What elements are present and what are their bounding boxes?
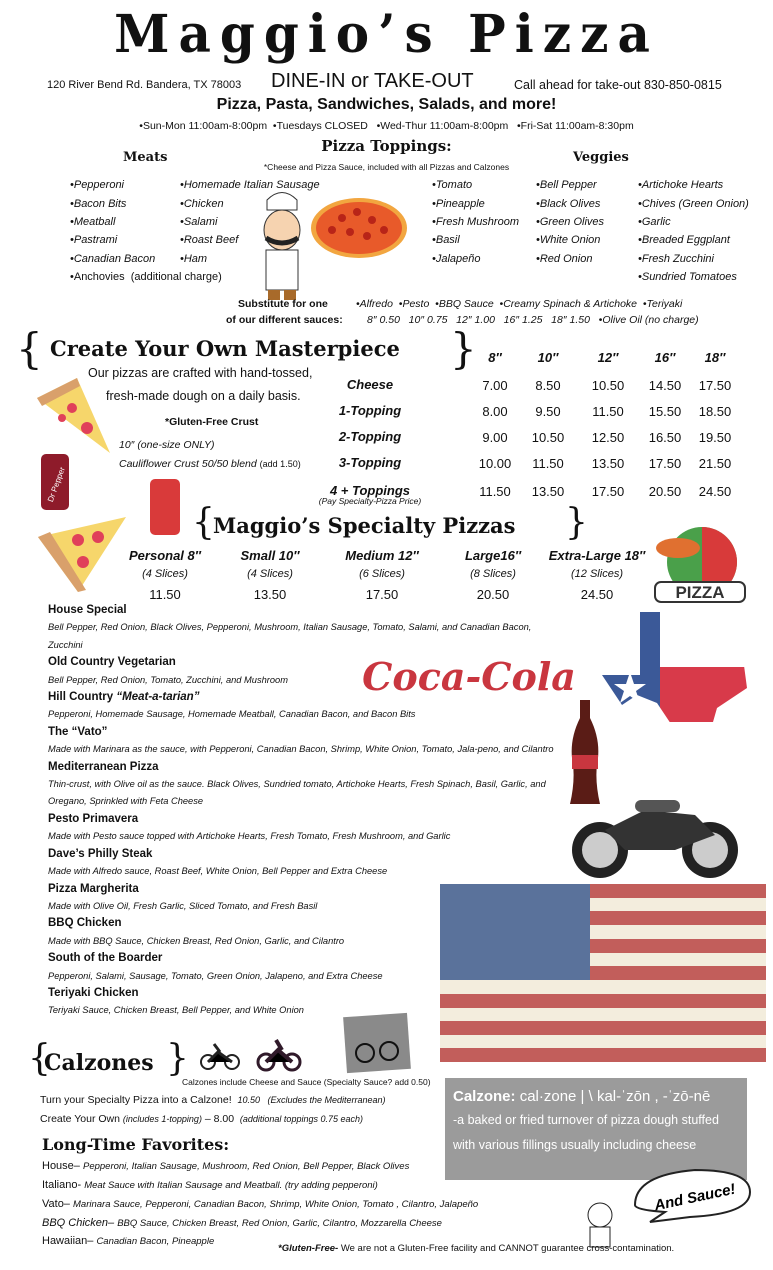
price-cell: 24.50 [698,484,732,499]
size-name: Large16″ [464,548,522,563]
topping-item: •Fresh Mushroom [432,216,519,228]
pizza-sign-text: PIZZA [675,583,725,602]
price-cell: 11.50 [532,456,564,471]
meats-label: Meats [123,150,168,165]
favorite-name: BBQ Chicken– [42,1217,115,1229]
price-row-label: 4 + Toppings [329,483,411,498]
topping-item: •Salami [180,216,218,228]
favorite-name: Hawaiian– [42,1235,94,1247]
specialty-pizza-name: BBQ Chicken [48,917,122,930]
size-name: Small 10″ [240,548,300,563]
chef-with-pizza-image [252,190,412,302]
sauce-prices: 8″ 0.50 10″ 0.75 12″ 1.00 16″ 1.25 18″ 1.50 •Olive Oil (no charge) [367,314,699,326]
topping-item: •Chicken [180,198,224,210]
favorite-item [42,1217,442,1229]
right-brace: } [565,502,588,543]
specialty-pizza-description: Teriyaki Sauce, Chicken Breast, Bell Pepper, and White Onion [48,1005,304,1016]
topping-item: •Tomato [432,179,473,191]
definition-text: -a baked or fried turnover of pizza dough stuffed with various fillings usually including cheese [453,1113,719,1152]
coca-cola-logo-text: Coca-Cola [362,654,576,699]
create-desc-1: Our pizzas are crafted with hand-tossed, [88,366,313,380]
calzones-title: Calzones [44,1050,154,1076]
calzone-specialty-price: 10.50 (Excludes the Mediterranean) [237,1095,386,1105]
service-type: DINE-IN or TAKE-OUT [271,70,474,92]
topping-item: •Chives (Green Onion) [638,198,749,210]
size-header: 8″ [488,350,502,365]
topping-item: •Bacon Bits [70,198,127,210]
topping-item: •Bell Pepper [536,179,597,191]
price-row-label: 3-Topping [338,455,402,470]
sauce-label-1: Substitute for one [238,298,328,310]
and-sauce-cartoon-image [575,1160,755,1250]
size-name: Medium 12″ [345,548,419,563]
pizza-slice-image [32,378,112,458]
size-name: Personal 8″ [129,548,201,563]
price-cell: 9.50 [535,404,561,419]
specialty-pizza-name: Pesto Primavera [48,812,139,825]
favorite-description: BBQ Sauce, Chicken Breast, Red Onion, Garlic, Cilantro, Mozzarella Cheese [117,1218,442,1229]
tagline: Pizza, Pasta, Sandwiches, Salads, and more! [216,96,557,113]
price-cell: 19.50 [698,430,732,445]
topping-item: •Sundried Tomatoes [638,271,737,283]
right-brace: } [450,324,477,373]
specialty-pizza-description: Pepperoni, Homemade Sausage, Homemade Meatball, Canadian Bacon, and Bacon Bits [48,709,416,720]
bicycle-rider-icon [200,1040,240,1070]
price-cell: 17.50 [648,456,682,471]
topping-item: •Ham [180,253,208,265]
specialty-pizza-name: Teriyaki Chicken [48,986,139,999]
sauce-label-2: of our different sauces: [226,314,343,326]
favorite-item [42,1198,478,1210]
toppings-title: Pizza Toppings: [321,137,452,155]
favorite-item [42,1160,409,1172]
size-header: 10″ [537,350,559,365]
dr-pepper-label: Dr Pepper [45,465,67,504]
size-slices: (12 Slices) [571,568,623,580]
size-name: Extra-Large 18″ [548,548,646,563]
size-slices: (4 Slices) [142,568,188,580]
favorite-description: Pepperoni, Italian Sausage, Mushroom, Red Onion, Bell Pepper, Black Olives [82,1161,410,1172]
topping-item: •Roast Beef [180,234,239,246]
calzone-create: Create Your Own [40,1113,120,1125]
favorite-name: House– [42,1160,80,1172]
definition-word: Calzone: [453,1088,516,1105]
price-cell: 21.50 [698,456,732,471]
price-cell: 14.50 [648,378,682,393]
speech-bubble-text: And Sauce! [652,1180,738,1215]
pizza-name-subtitle: “Meat-a-tarian” [116,691,200,704]
topping-item: •Anchovies (additional charge) [70,271,222,283]
size-slices: (6 Slices) [359,568,405,580]
left-brace: { [16,324,43,373]
specialty-title: Maggio’s Specialty Pizzas [213,513,516,538]
calzone-create-note: (additional toppings 0.75 each) [239,1114,363,1124]
mountain-bike-photo [345,1015,409,1071]
specialty-pizza-name: Mediterranean Pizza [48,760,159,773]
price-cell: 9.00 [482,430,508,445]
price-cell: 7.00 [482,378,508,393]
left-brace: { [28,1038,51,1079]
price-row-label: 1-Topping [338,403,402,418]
gf-size: 10″ (one-size ONLY) [119,439,215,451]
left-brace: { [192,502,215,543]
favorite-description: Canadian Bacon, Pineapple [96,1236,215,1247]
specialty-pizza-name: South of the Boarder [48,952,163,965]
price-cell: 11.50 [479,484,511,499]
sauce-list: •Alfredo •Pesto •BBQ Sauce •Creamy Spinach & Artichoke •Teriyaki [356,298,683,310]
calzone-specialty: Turn your Specialty Pizza into a Calzone! [40,1094,232,1106]
gf-add-price: (add 1.50) [259,459,301,469]
price-cell: 20.50 [648,484,682,499]
topping-item: •Pastrami [70,234,118,246]
specialty-pizza-description: Made with BBQ Sauce, Chicken Breast, Red Onion, Garlic, and Cilantro [48,935,345,946]
size-header: 12″ [597,350,619,365]
american-flag-image [440,884,766,1062]
address: 120 River Bend Rd. Bandera, TX 78003 [47,79,242,91]
price-cell: 10.00 [478,456,512,471]
specialty-pizza-name: Dave’s Philly Steak [48,847,153,860]
specialty-pizza-name: House Special [48,604,127,616]
favorite-name: Italiano- [42,1179,82,1191]
size-price: 20.50 [476,587,510,602]
topping-item: •Basil [432,234,460,246]
favorite-description: Meat Sauce with Italian Sausage and Meatball. (try adding pepperoni) [84,1180,378,1191]
topping-item: •Jalapeño [432,253,481,265]
toppings-note: *Cheese and Pizza Sauce, included with all Pizzas and Calzones [263,162,510,172]
topping-item: •Fresh Zucchini [638,253,714,265]
price-cell: 18.50 [698,404,732,419]
size-header: 16″ [654,350,676,365]
price-cell: 15.50 [648,404,682,419]
right-brace: } [166,1038,189,1079]
specialty-pizza-name: Pizza Margherita [48,882,139,895]
gf-crust-title: *Gluten-Free Crust [165,416,259,428]
topping-item: •Breaded Eggplant [638,234,730,246]
specialty-pizza-description: Pepperoni, Salami, Sausage, Tomato, Green Onion, Jalapeno, and Extra Cheese [48,970,383,981]
restaurant-title: Maggio’s Pizza [114,2,659,65]
hours: •Sun-Mon 11:00am-8:00pm •Tuesdays CLOSED •Wed-Thur 11:00am-8:00pm •Fri-Sat 11:00am-8:30pm [139,120,634,132]
coca-cola-logo [362,652,576,700]
price-cell: 12.50 [591,430,625,445]
price-cell: 11.50 [592,404,624,419]
specialty-pizza-description: Bell Pepper, Red Onion, Tomato, Zucchini, and Mushroom [48,674,288,685]
price-cell: 8.50 [535,378,561,393]
price-cell: 16.50 [648,430,682,445]
gf-cauliflower: Cauliflower Crust 50/50 blend [119,458,257,470]
price-cell: 17.50 [591,484,625,499]
size-slices: (8 Slices) [470,568,516,580]
gf-footer-note: We are not a Gluten-Free facility and CANNOT guarantee cross-contamination. [340,1243,675,1254]
favorite-description: Marinara Sauce, Pepperoni, Canadian Bacon, Shrimp, White Onion, Tomato , Cilantro, Jalapeño [73,1199,479,1210]
phone: Call ahead for take-out 830-850-0815 [514,78,722,92]
topping-item: •Homemade Italian Sausage [180,179,320,191]
specialty-pizza-name: The “Vato” [48,725,108,738]
price-cell: 13.50 [591,456,625,471]
topping-item: •Meatball [70,216,116,228]
create-desc-2: fresh-made dough on a daily basis. [106,389,301,403]
pizza-chef-logo-image [650,520,750,602]
topping-item: •Red Onion [536,253,593,265]
specialty-pizza-description: Made with Marinara as the sauce, with Pepperoni, Canadian Bacon, Shrimp, White Onion, Tomato, Jala-peno, and Cilantro [48,744,554,755]
calzones-note: Calzones include Cheese and Sauce (Specialty Sauce? add 0.50) [182,1077,431,1087]
specialty-pizza-description: Thin-crust, with Olive oil as the sauce. Black Olives, Sundried tomato, Artichoke Hearts, Fresh Spinach, Basil, Garlic, and Oregano, Sprinkled with Feta Cheese [48,779,546,807]
price-cell: 10.50 [591,378,625,393]
topping-item: •Green Olives [536,216,605,228]
size-price: 11.50 [149,587,181,602]
specialty-pizza-name: Old Country Vegetarian [48,656,176,669]
size-price: 24.50 [580,587,614,602]
calzone-create-includes: (includes 1-topping) [122,1114,202,1124]
size-slices: (4 Slices) [247,568,293,580]
price-cell: 13.50 [531,484,565,499]
topping-item: •Artichoke Hearts [638,179,724,191]
texas-flag-map-image [600,612,750,717]
size-header: 18″ [704,350,726,365]
pizza-name: Hill Country [48,691,114,704]
size-price: 17.50 [365,587,399,602]
dirt-bike-icon [258,1038,300,1072]
motorcycle-image [565,790,745,882]
specialty-pizza-description: Made with Olive Oil, Fresh Garlic, Sliced Tomato, and Fresh Basil [48,900,318,911]
topping-item: •Pineapple [432,198,485,210]
size-price: 13.50 [253,587,287,602]
specialty-pizza-description: Made with Pesto sauce topped with Artichoke Hearts, Fresh Tomato, Fresh Mushroom, and Garlic [48,831,451,842]
gf-footer-label: *Gluten-Free- [278,1243,339,1254]
price-cell: 10.50 [531,430,565,445]
topping-item: •Black Olives [536,198,601,210]
favorite-name: Vato– [42,1198,70,1210]
four-topping-note: (Pay Specialty-Pizza Price) [318,496,422,506]
topping-item: •Garlic [638,216,671,228]
veggies-label: Veggies [573,150,629,165]
calzone-create-price: – 8.00 [204,1113,235,1125]
create-title: Create Your Own Masterpiece [50,336,400,361]
price-row-label: 2-Topping [338,429,402,444]
topping-item: •Pepperoni [70,179,125,191]
favorite-item [42,1235,214,1247]
topping-item: •White Onion [536,234,601,246]
definition-pronunciation: cal·zone | \ kal-ˈzōn , -ˈzō-nē [519,1088,711,1105]
price-cell: 17.50 [698,378,732,393]
dr-pepper-can-image [38,450,72,512]
specialty-pizza-description: Made with Alfredo sauce, Roast Beef, White Onion, Bell Pepper and Extra Cheese [48,866,388,877]
specialty-pizza-description: Bell Pepper, Red Onion, Black Olives, Pepperoni, Mushroom, Italian Sausage, Tomato, Salami, and Canadian Bacon, Zucchini [48,622,532,650]
favorites-title: Long-Time Favorites: [42,1135,230,1154]
coke-can-image [145,475,185,537]
favorite-item [42,1179,378,1191]
topping-item: •Canadian Bacon [70,253,156,265]
price-row-label: Cheese [346,377,394,392]
price-cell: 8.00 [482,404,508,419]
